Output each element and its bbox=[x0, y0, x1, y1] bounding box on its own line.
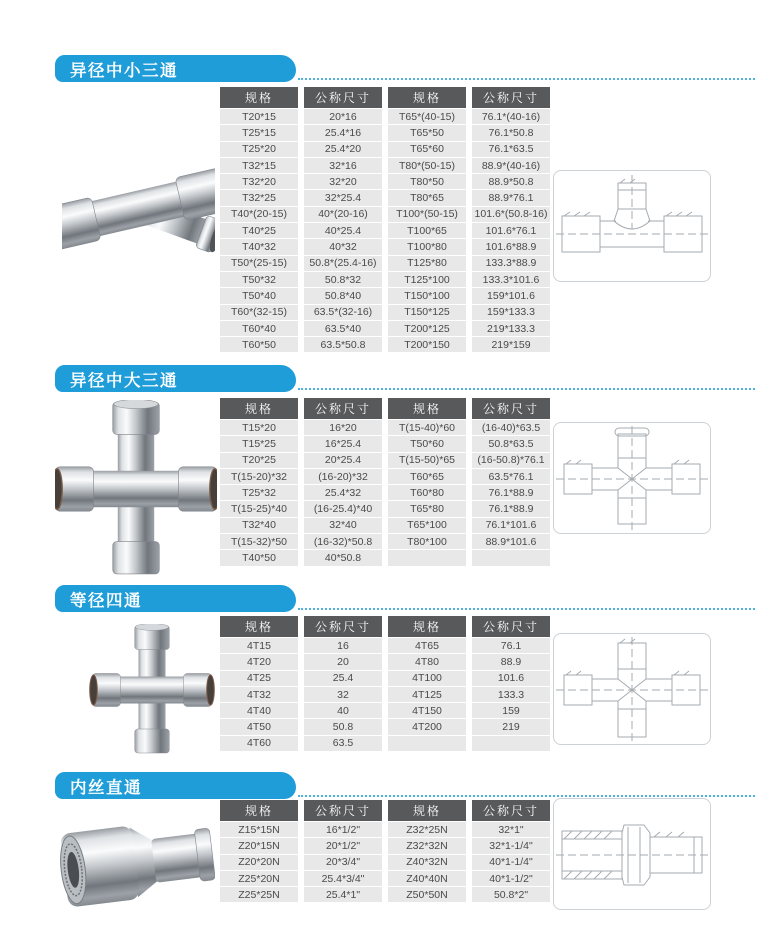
spec-cell: T20*25 bbox=[220, 453, 298, 468]
size-cell: 133.3*88.9 bbox=[472, 256, 550, 271]
spec-cell: 4T60 bbox=[220, 736, 298, 751]
spec-cell: T80*100 bbox=[388, 534, 466, 549]
spec-cell: T32*40 bbox=[220, 518, 298, 533]
size-cell: 88.9*50.8 bbox=[472, 174, 550, 189]
size-cell: 219*159 bbox=[472, 337, 550, 352]
spec-cell: Z20*15N bbox=[220, 838, 298, 853]
spec-cell: T50*(25-15) bbox=[220, 256, 298, 271]
spec-table bbox=[220, 800, 550, 902]
size-cell: 16*20 bbox=[304, 420, 382, 435]
spec-cell: 4T32 bbox=[220, 687, 298, 702]
size-cell: 20*16 bbox=[304, 109, 382, 124]
spec-cell: 4T100 bbox=[388, 671, 466, 686]
size-cell: 159 bbox=[472, 703, 550, 718]
spec-cell: 4T20 bbox=[220, 654, 298, 669]
size-cell: (16-50.8)*76.1 bbox=[472, 453, 550, 468]
size-cell: 63.5 bbox=[304, 736, 382, 751]
spec-cell: T150*100 bbox=[388, 288, 466, 303]
size-cell: 40*1-1/2" bbox=[472, 871, 550, 886]
cross-drawing bbox=[553, 422, 711, 534]
spec-cell: T100*65 bbox=[388, 223, 466, 238]
spec-cell: Z15*15N bbox=[220, 822, 298, 837]
size-cell: 40*32 bbox=[304, 239, 382, 254]
spec-cell: T65*50 bbox=[388, 125, 466, 140]
column-header: 公称尺寸 bbox=[304, 87, 382, 108]
size-cell bbox=[472, 550, 550, 565]
spec-cell: 4T80 bbox=[388, 654, 466, 669]
spec-cell: T60*(32-15) bbox=[220, 305, 298, 320]
size-cell: 40*(20-16) bbox=[304, 207, 382, 222]
spec-cell: 4T200 bbox=[388, 719, 466, 734]
size-cell: 133.3 bbox=[472, 687, 550, 702]
spec-cell: T(15-20)*32 bbox=[220, 469, 298, 484]
spec-table bbox=[220, 398, 550, 566]
spec-cell: Z40*32N bbox=[388, 855, 466, 870]
section-title: 异径中小三通 bbox=[70, 61, 178, 80]
spec-cell: T200*125 bbox=[388, 321, 466, 336]
spec-cell: Z40*40N bbox=[388, 871, 466, 886]
column-header: 规格 bbox=[388, 87, 466, 108]
size-cell: 16*1/2" bbox=[304, 822, 382, 837]
spec-cell: T20*15 bbox=[220, 109, 298, 124]
size-cell: 25.4*16 bbox=[304, 125, 382, 140]
size-cell: 76.1*88.9 bbox=[472, 501, 550, 516]
spec-cell: 4T15 bbox=[220, 638, 298, 653]
size-cell: 25.4 bbox=[304, 671, 382, 686]
column-header: 公称尺寸 bbox=[304, 616, 382, 637]
size-cell: 76.1*88.9 bbox=[472, 485, 550, 500]
column-header: 公称尺寸 bbox=[472, 398, 550, 419]
spec-cell: T50*60 bbox=[388, 436, 466, 451]
size-cell: 88.9 bbox=[472, 654, 550, 669]
section-banner bbox=[55, 365, 296, 392]
reducing-tee-photo bbox=[62, 103, 215, 340]
spec-cell: T15*20 bbox=[220, 420, 298, 435]
size-cell: 16 bbox=[304, 638, 382, 653]
spec-cell: T(15-32)*50 bbox=[220, 534, 298, 549]
spec-cell: T80*(50-15) bbox=[388, 158, 466, 173]
size-cell: 20*1/2" bbox=[304, 838, 382, 853]
size-cell: (16-40)*63.5 bbox=[472, 420, 550, 435]
spec-cell: T15*25 bbox=[220, 436, 298, 451]
size-cell: 40 bbox=[304, 703, 382, 718]
female-thread-coupling-photo bbox=[60, 797, 215, 936]
size-cell: 101.6*76.1 bbox=[472, 223, 550, 238]
dotted-separator bbox=[298, 78, 755, 80]
section-banner bbox=[55, 772, 296, 799]
spec-cell: T25*32 bbox=[220, 485, 298, 500]
spec-cell: Z20*20N bbox=[220, 855, 298, 870]
size-cell bbox=[472, 736, 550, 751]
spec-cell: T40*25 bbox=[220, 223, 298, 238]
spec-cell: T32*20 bbox=[220, 174, 298, 189]
equal-cross-photo bbox=[88, 624, 216, 761]
column-header: 公称尺寸 bbox=[472, 87, 550, 108]
size-cell: 40*1-1/4" bbox=[472, 855, 550, 870]
size-cell: 50.8 bbox=[304, 719, 382, 734]
spec-cell: 4T50 bbox=[220, 719, 298, 734]
spec-cell: T100*(50-15) bbox=[388, 207, 466, 222]
spec-cell: T(15-40)*60 bbox=[388, 420, 466, 435]
column-header: 公称尺寸 bbox=[304, 800, 382, 821]
size-cell: 40*25.4 bbox=[304, 223, 382, 238]
spec-cell: T150*125 bbox=[388, 305, 466, 320]
size-cell: 76.1*50.8 bbox=[472, 125, 550, 140]
size-cell: 219 bbox=[472, 719, 550, 734]
size-cell: 63.5*40 bbox=[304, 321, 382, 336]
spec-cell: T80*50 bbox=[388, 174, 466, 189]
column-header: 规格 bbox=[220, 87, 298, 108]
size-cell: (16-25.4)*40 bbox=[304, 501, 382, 516]
size-cell: 50.8*40 bbox=[304, 288, 382, 303]
column-header: 规格 bbox=[220, 398, 298, 419]
size-cell: 159*133.3 bbox=[472, 305, 550, 320]
size-cell: 101.6*(50.8-16) bbox=[472, 207, 550, 222]
size-cell: 101.6*88.9 bbox=[472, 239, 550, 254]
size-cell: 101.6 bbox=[472, 671, 550, 686]
spec-cell: T100*80 bbox=[388, 239, 466, 254]
spec-cell: 4T65 bbox=[388, 638, 466, 653]
size-cell: 50.8*(25.4-16) bbox=[304, 256, 382, 271]
size-cell: 88.9*76.1 bbox=[472, 190, 550, 205]
spec-cell bbox=[388, 736, 466, 751]
spec-cell: T200*150 bbox=[388, 337, 466, 352]
size-cell: 63.5*50.8 bbox=[304, 337, 382, 352]
spec-cell: T50*32 bbox=[220, 272, 298, 287]
coupling-drawing bbox=[553, 798, 711, 910]
section-title: 异径中大三通 bbox=[70, 371, 178, 390]
spec-cell: T125*80 bbox=[388, 256, 466, 271]
reducing-tee-drawing bbox=[553, 170, 711, 282]
size-cell: 76.1*(40-16) bbox=[472, 109, 550, 124]
size-cell: 25.4*32 bbox=[304, 485, 382, 500]
size-cell: 20*25.4 bbox=[304, 453, 382, 468]
size-cell: 32*25.4 bbox=[304, 190, 382, 205]
spec-cell: T(15-25)*40 bbox=[220, 501, 298, 516]
cross-drawing bbox=[553, 633, 711, 745]
size-cell: 88.9*101.6 bbox=[472, 534, 550, 549]
spec-cell: T125*100 bbox=[388, 272, 466, 287]
section-title: 等径四通 bbox=[70, 591, 142, 610]
size-cell: 63.5*76.1 bbox=[472, 469, 550, 484]
column-header: 公称尺寸 bbox=[472, 616, 550, 637]
spec-cell: T80*65 bbox=[388, 190, 466, 205]
size-cell: 32*40 bbox=[304, 518, 382, 533]
column-header: 规格 bbox=[388, 616, 466, 637]
size-cell: 32*1" bbox=[472, 822, 550, 837]
size-cell: 88.9*(40-16) bbox=[472, 158, 550, 173]
spec-cell: T32*15 bbox=[220, 158, 298, 173]
spec-cell: 4T40 bbox=[220, 703, 298, 718]
size-cell: 25.4*3/4" bbox=[304, 871, 382, 886]
dotted-separator bbox=[298, 388, 755, 390]
spec-cell: T25*20 bbox=[220, 142, 298, 157]
section-title: 内丝直通 bbox=[70, 778, 142, 797]
size-cell: 32 bbox=[304, 687, 382, 702]
size-cell: 32*20 bbox=[304, 174, 382, 189]
size-cell: 25.4*1" bbox=[304, 887, 382, 902]
spec-cell: Z32*25N bbox=[388, 822, 466, 837]
size-cell: 76.1 bbox=[472, 638, 550, 653]
dotted-separator bbox=[298, 608, 755, 610]
spec-cell: T32*25 bbox=[220, 190, 298, 205]
spec-cell: T25*15 bbox=[220, 125, 298, 140]
spec-cell: T65*(40-15) bbox=[388, 109, 466, 124]
spec-cell: Z25*25N bbox=[220, 887, 298, 902]
size-cell: 16*25.4 bbox=[304, 436, 382, 451]
spec-cell: 4T125 bbox=[388, 687, 466, 702]
spec-cell: T65*60 bbox=[388, 142, 466, 157]
column-header: 规格 bbox=[388, 398, 466, 419]
size-cell: 50.8*63.5 bbox=[472, 436, 550, 451]
spec-cell: Z32*32N bbox=[388, 838, 466, 853]
spec-cell: 4T150 bbox=[388, 703, 466, 718]
spec-cell: T60*50 bbox=[220, 337, 298, 352]
size-cell: 159*101.6 bbox=[472, 288, 550, 303]
column-header: 公称尺寸 bbox=[304, 398, 382, 419]
size-cell: 25.4*20 bbox=[304, 142, 382, 157]
spec-cell: T50*40 bbox=[220, 288, 298, 303]
reducing-cross-photo bbox=[55, 400, 217, 583]
size-cell: 63.5*(32-16) bbox=[304, 305, 382, 320]
spec-cell: Z50*50N bbox=[388, 887, 466, 902]
spec-table bbox=[220, 87, 550, 352]
spec-cell: Z25*20N bbox=[220, 871, 298, 886]
size-cell: 50.8*32 bbox=[304, 272, 382, 287]
spec-cell: T40*32 bbox=[220, 239, 298, 254]
spec-cell: T65*80 bbox=[388, 501, 466, 516]
size-cell: 32*1-1/4" bbox=[472, 838, 550, 853]
column-header: 规格 bbox=[220, 616, 298, 637]
size-cell: 40*50.8 bbox=[304, 550, 382, 565]
spec-cell: T(15-50)*65 bbox=[388, 453, 466, 468]
spec-cell: T60*80 bbox=[388, 485, 466, 500]
size-cell: 50.8*2" bbox=[472, 887, 550, 902]
size-cell: 133.3*101.6 bbox=[472, 272, 550, 287]
spec-cell: T60*40 bbox=[220, 321, 298, 336]
section-banner bbox=[55, 585, 296, 612]
spec-cell: T40*(20-15) bbox=[220, 207, 298, 222]
dotted-separator bbox=[298, 795, 755, 797]
size-cell: 219*133.3 bbox=[472, 321, 550, 336]
spec-table bbox=[220, 616, 550, 751]
size-cell: 20 bbox=[304, 654, 382, 669]
column-header: 规格 bbox=[388, 800, 466, 821]
spec-cell bbox=[388, 550, 466, 565]
spec-cell: T60*65 bbox=[388, 469, 466, 484]
spec-cell: T65*100 bbox=[388, 518, 466, 533]
size-cell: 76.1*101.6 bbox=[472, 518, 550, 533]
section-banner bbox=[55, 55, 296, 82]
column-header: 公称尺寸 bbox=[472, 800, 550, 821]
size-cell: 32*16 bbox=[304, 158, 382, 173]
spec-cell: T40*50 bbox=[220, 550, 298, 565]
column-header: 规格 bbox=[220, 800, 298, 821]
size-cell: (16-32)*50.8 bbox=[304, 534, 382, 549]
spec-cell: 4T25 bbox=[220, 671, 298, 686]
size-cell: 20*3/4" bbox=[304, 855, 382, 870]
size-cell: (16-20)*32 bbox=[304, 469, 382, 484]
size-cell: 76.1*63.5 bbox=[472, 142, 550, 157]
